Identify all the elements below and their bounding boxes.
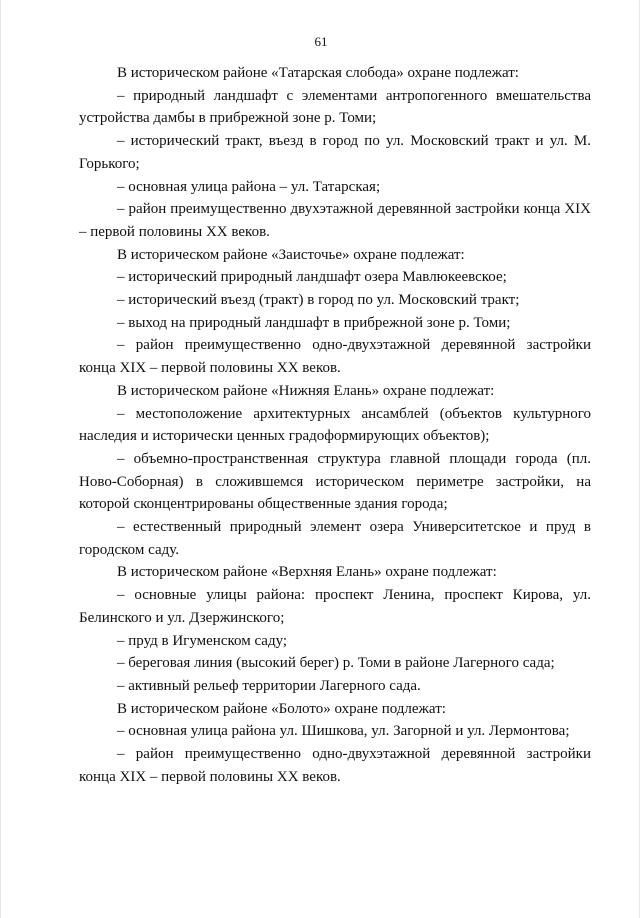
list-item: – местоположение архитектурных ансамблей (объектов культурного наследия и исторически ценных градоформирующих объектов); [79, 405, 591, 445]
list-item: – выход на природный ландшафт в прибрежной зоне р. Томи; [117, 314, 511, 331]
document-body [79, 62, 591, 789]
list-item: – исторический природный ландшафт озера Мавлюкеевское; [117, 269, 507, 286]
list-item: – активный рельеф территории Лагерного сада. [117, 677, 421, 694]
list-item: – исторический въезд (тракт) в город по ул. Московский тракт; [117, 292, 520, 309]
list-item: – район преимущественно одно-двухэтажной деревянной застройки конца XIX – первой половины XX веков. [79, 746, 591, 785]
heading-tatarskaya-sloboda: В историческом районе «Татарская слобода» охране подлежат: [117, 65, 519, 81]
list-item: – исторический тракт, въезд в город по ул. Московский тракт и ул. М. Горького; [79, 133, 591, 172]
heading-nizhnyaya-elan: В историческом районе «Нижняя Елань» охране подлежат: [117, 382, 495, 399]
page-number: 61 [314, 34, 328, 49]
list-item: – природный ландшафт с элементами антропогенного вмешательства устройства дамбы в прибрежной зоне р. Томи; [79, 87, 591, 127]
list-item: – район преимущественно двухэтажной деревянной застройки конца XIX – первой половины XX веков. [79, 201, 591, 240]
heading-zaistochye: В историческом районе «Заисточье» охране подлежат: [117, 246, 465, 263]
list-item: – береговая линия (высокий берег) р. Томи в районе Лагерного сада; [117, 655, 555, 672]
heading-boloto: В историческом районе «Болото» охране подлежат: [117, 700, 446, 717]
list-item: – естественный природный элемент озера Университетское и пруд в городском саду. [79, 519, 591, 558]
list-item: – район преимущественно одно-двухэтажной деревянной застройки конца XIX – первой половины XX веков. [79, 337, 591, 377]
list-item: – основные улицы района: проспект Ленина, проспект Кирова, ул. Белинского и ул. Дзержинского; [79, 587, 591, 626]
heading-verkhnyaya-elan: В историческом районе «Верхняя Елань» охране подлежат: [117, 564, 497, 581]
list-item: – объемно-пространственная структура главной площади города (пл. Ново-Соборная) в сложившемся историческом периметре застройки, на которой сконцентрированы общественные здания города; [79, 450, 591, 513]
list-item: – основная улица района ул. Шишкова, ул. Загорной и ул. Лермонтова; [117, 723, 570, 740]
list-item: – пруд в Игуменском саду; [117, 632, 288, 649]
list-item: – основная улица района – ул. Татарская; [117, 178, 381, 195]
